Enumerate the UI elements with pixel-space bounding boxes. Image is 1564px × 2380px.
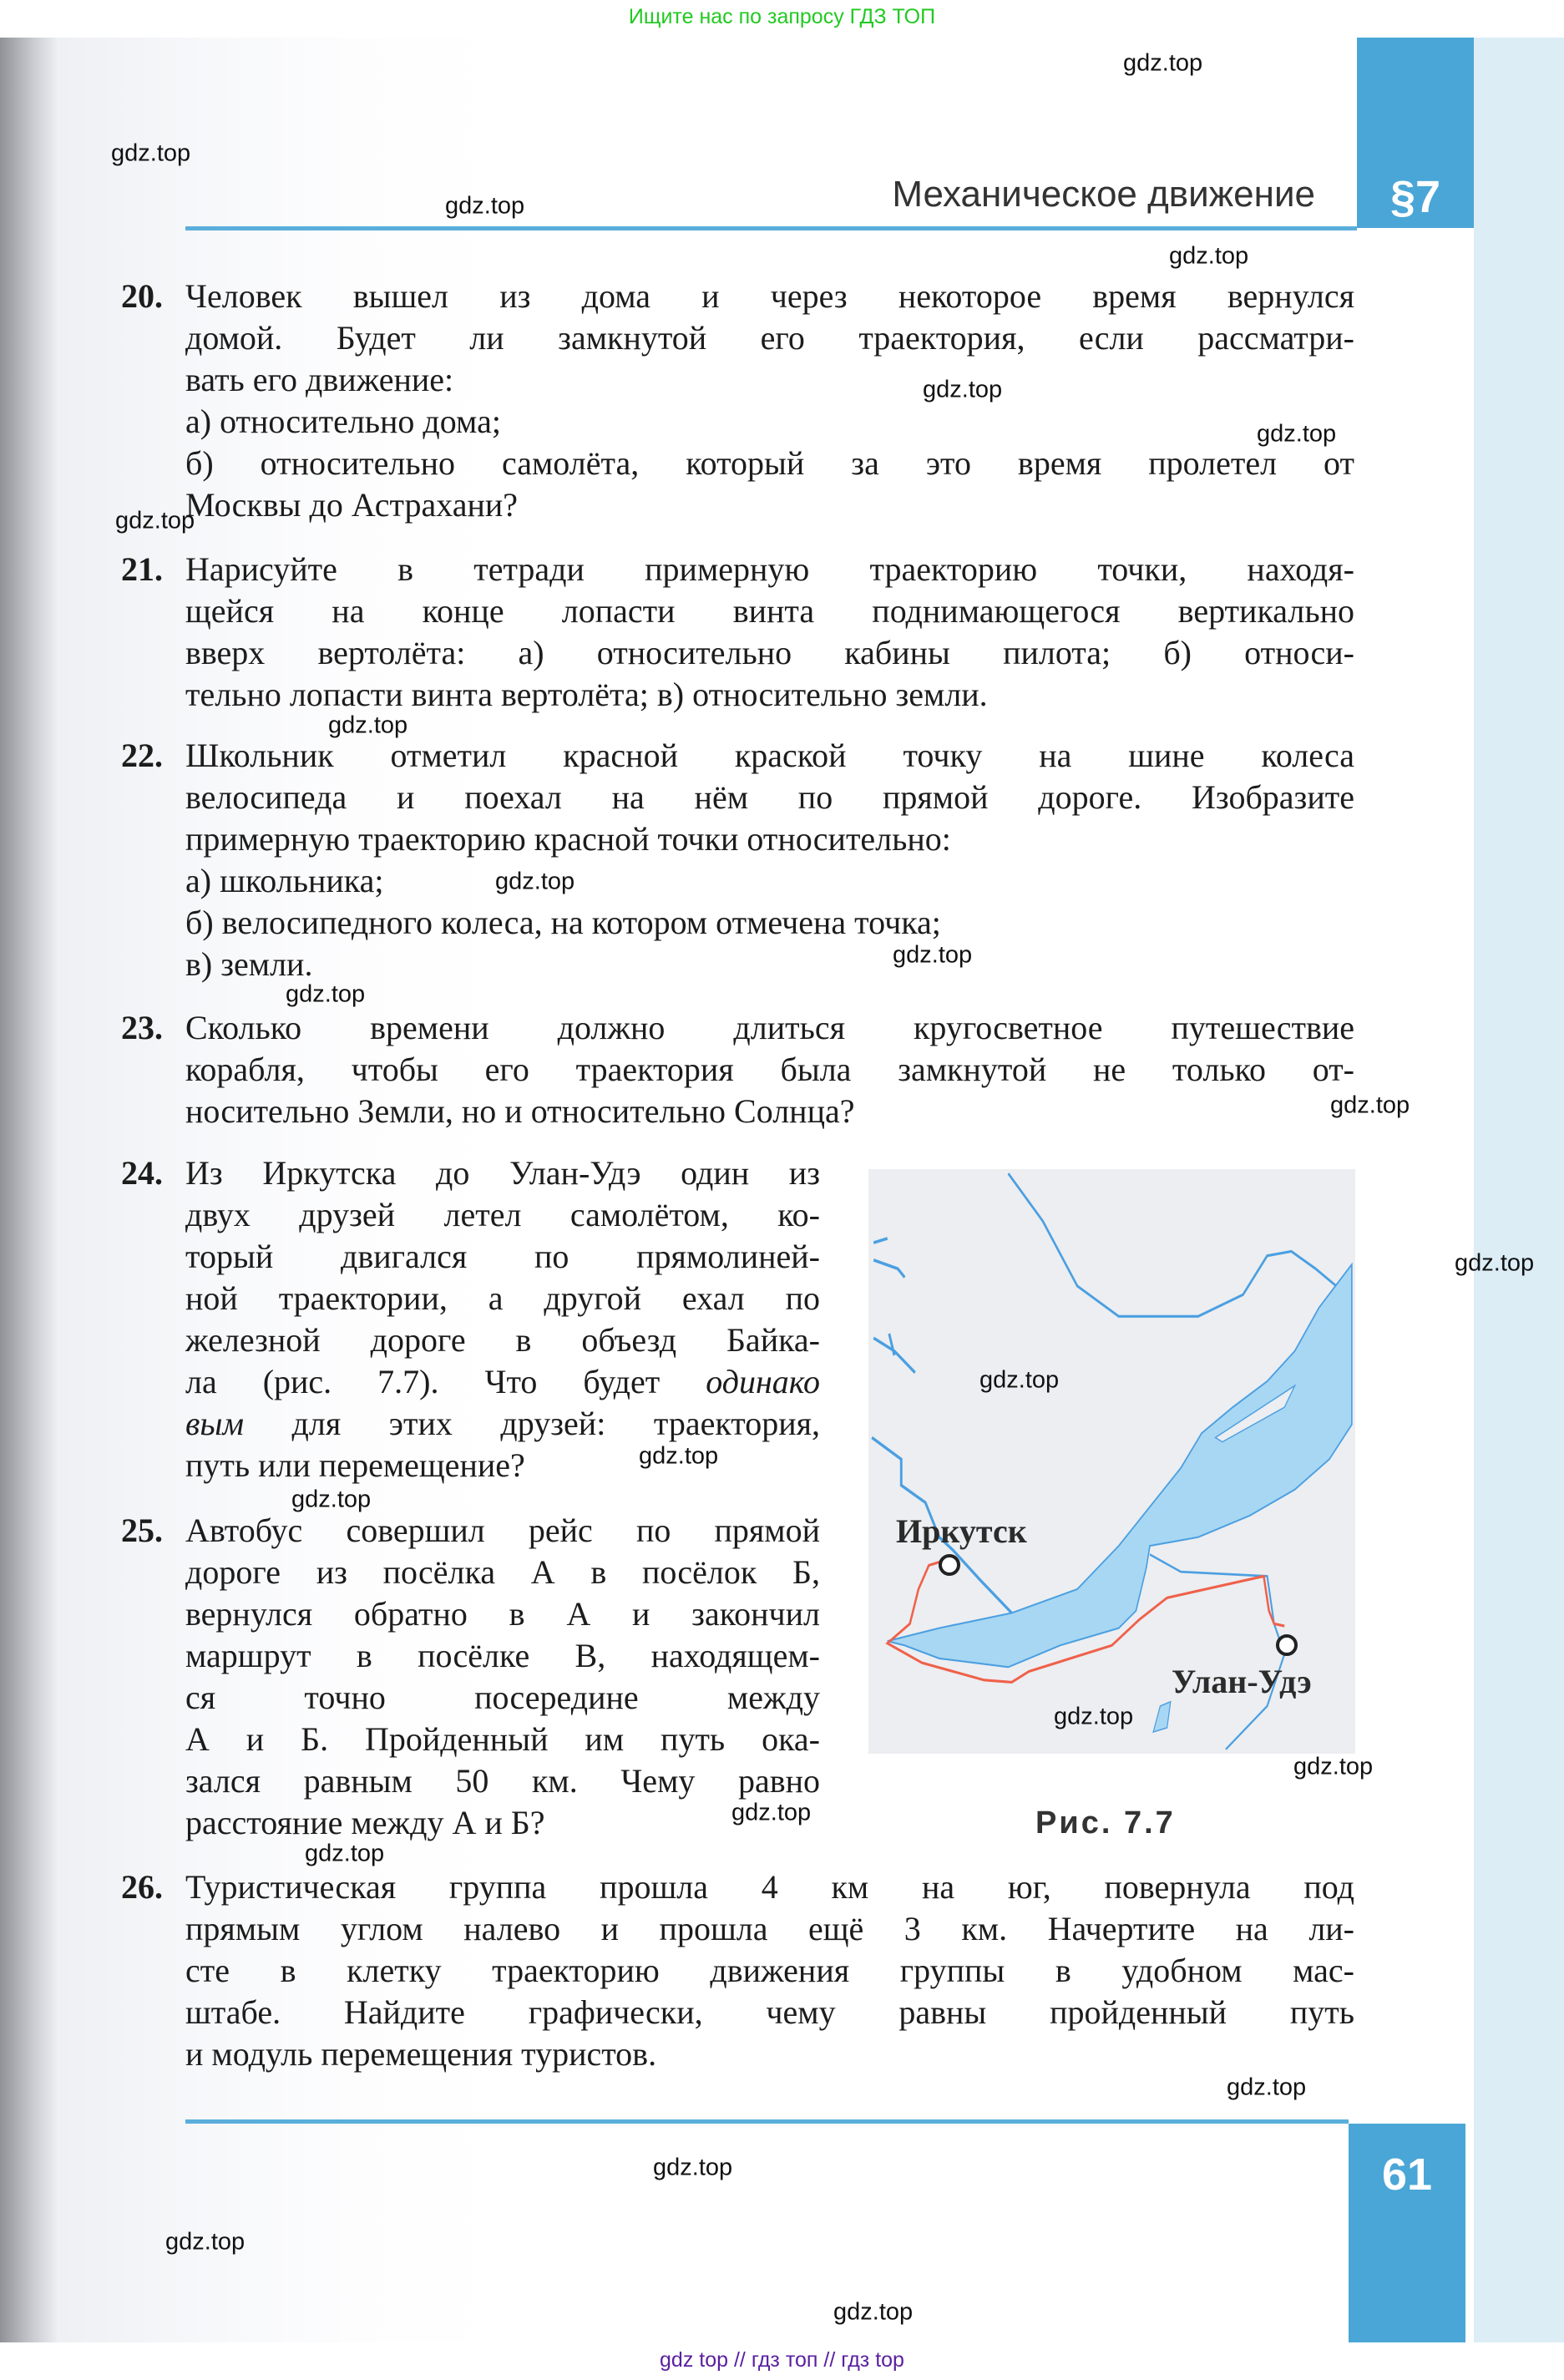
problem-number: 26. — [121, 1868, 163, 1906]
watermark: gdz.top — [291, 1486, 372, 1513]
watermark: gdz.top — [495, 868, 575, 895]
problem-text-line — [185, 317, 1354, 359]
problem-text-line — [185, 359, 1354, 401]
header-divider — [185, 226, 1357, 230]
problem-text-line — [185, 1799, 820, 1844]
problem-22 — [121, 735, 1354, 985]
text-segment: а) относительно дома; — [185, 403, 501, 440]
problem-text-line — [185, 1593, 820, 1635]
text-segment: а) школьника; — [185, 862, 384, 899]
problem-text-line — [185, 1992, 1354, 2033]
small-lake — [1153, 1702, 1171, 1732]
text-segment: тельно лопасти винта вертолёта; в) относительно земли. — [185, 676, 988, 713]
problem-text-line — [185, 1950, 1354, 1992]
page-number-tab — [1349, 2124, 1465, 2342]
text-segment: для этих друзей: траектория, — [243, 1405, 820, 1442]
watermark: gdz.top — [305, 1840, 385, 1867]
problem-text-line — [185, 1007, 1354, 1049]
watermark: gdz.top — [1227, 2074, 1307, 2101]
text-segment: ла (рис. 7.7). Что будет — [185, 1363, 706, 1400]
text-segment: и модуль перемещения туристов. — [185, 2035, 657, 2073]
text-segment: корабля, чтобы его траектория была замкнутой не только от- — [185, 1051, 1354, 1088]
ulan-ude-marker — [1276, 1634, 1298, 1656]
figure-caption: Рис. 7.7 — [1035, 1805, 1176, 1841]
problem-number: 21. — [121, 550, 163, 588]
problem-text-line — [185, 1510, 820, 1552]
problem-text-line — [185, 1635, 820, 1677]
text-segment: Автобус совершил рейс по прямой — [185, 1512, 820, 1549]
problem-text-line — [185, 777, 1354, 818]
text-segment: вернулся обратно в А и закончил — [185, 1595, 820, 1633]
text-segment: двух друзей летел самолётом, ко- — [185, 1196, 820, 1233]
text-segment: домой. Будет ли замкнутой его траектория, если рассматри- — [185, 319, 1354, 357]
problem-text-line — [185, 632, 1354, 674]
watermark: gdz.top — [893, 941, 973, 969]
text-segment: ной траектории, а другой ехал по — [185, 1279, 820, 1317]
text-segment: б) велосипедного колеса, на котором отмечена точка; — [185, 904, 941, 941]
text-segment: Нарисуйте в тетради примерную траекторию точки, находя- — [185, 550, 1354, 588]
watermark: gdz.top — [731, 1799, 812, 1826]
emphasized-text: одинако — [706, 1363, 820, 1400]
problem-text-line — [185, 1236, 820, 1278]
problem-number: 25. — [121, 1512, 163, 1549]
problem-text-line — [185, 735, 1354, 777]
problem-26 — [121, 1866, 1354, 2075]
text-segment: торый двигался по прямолиней- — [185, 1238, 820, 1275]
text-segment: Сколько времени должно длиться кругосветное путешествие — [185, 1009, 1354, 1046]
problem-text-line — [185, 1677, 820, 1719]
problem-text-line — [185, 1442, 820, 1486]
text-segment: Москвы до Астрахани? — [185, 486, 519, 524]
northern-river — [1008, 1173, 1336, 1316]
problem-text-line — [185, 484, 1354, 526]
watermark: gdz.top — [115, 507, 195, 534]
problem-text-line — [185, 1403, 820, 1445]
city-label-ulan-ude: Улан-Удэ — [1172, 1663, 1312, 1700]
problem-text-line — [185, 1049, 1354, 1091]
bottom-banner — [0, 2342, 1564, 2380]
text-segment: б) относительно самолёта, который за это время пролетел от — [185, 444, 1354, 482]
text-segment: маршрут в посёлке В, находящем- — [185, 1637, 820, 1674]
irkutsk-marker — [939, 1554, 960, 1576]
watermark: gdz.top — [923, 376, 1003, 403]
page-edge-strip — [1474, 38, 1564, 2342]
lake-baikal — [888, 1264, 1352, 1667]
watermark: gdz.top — [979, 1366, 1060, 1394]
text-segment: А и Б. Пройденный им путь ока- — [185, 1720, 820, 1758]
text-segment: Туристическая группа прошла 4 км на юг, повернула под — [185, 1868, 1354, 1906]
text-segment: щейся на конце лопасти винта поднимающегося вертикально — [185, 592, 1354, 630]
problem-text-line — [185, 1278, 820, 1319]
watermark: gdz.top — [639, 1442, 719, 1470]
text-segment: прямым углом налево и прошла ещё 3 км. Начертите на ли- — [185, 1910, 1354, 1947]
problem-23 — [121, 1007, 1354, 1132]
text-segment: вать его движение: — [185, 361, 454, 398]
problem-text-line — [185, 1091, 1354, 1132]
top-banner — [0, 0, 1564, 38]
watermark: gdz.top — [1169, 242, 1249, 270]
watermark: gdz.top — [1054, 1703, 1134, 1730]
section-label: §7 — [1389, 172, 1441, 222]
text-segment: велосипеда и поехал на нём по прямой дороге. Изобразите — [185, 778, 1354, 816]
text-segment: примерную траекторию красной точки относительно: — [185, 820, 951, 858]
problem-text-line — [185, 401, 1354, 443]
watermark: gdz.top — [1293, 1753, 1374, 1780]
problem-24 — [121, 1152, 820, 1486]
problem-text-line — [185, 860, 1354, 902]
problem-text-line — [185, 549, 1354, 590]
watermark: gdz.top — [286, 980, 366, 1008]
text-segment: вверх вертолёта: а) относительно кабины пилота; б) относи- — [185, 634, 1354, 671]
text-segment: железной дороге в объезд Байка- — [185, 1321, 820, 1359]
watermark: gdz.top — [328, 711, 408, 739]
problem-text-line — [185, 1719, 820, 1760]
problem-text-line — [185, 2033, 1354, 2075]
problem-text-line — [185, 674, 1354, 716]
problem-text-line — [185, 1319, 820, 1361]
problem-number: 24. — [121, 1154, 163, 1192]
problem-number: 23. — [121, 1009, 163, 1046]
tributary-top-left — [873, 1238, 915, 1373]
text-segment: расстояние между А и Б? — [185, 1804, 545, 1841]
problem-text-line — [185, 941, 1354, 985]
chapter-title: Механическое движение — [892, 174, 1315, 215]
watermark: gdz.top — [833, 2298, 914, 2326]
watermark: gdz.top — [1257, 420, 1337, 448]
footer-divider — [185, 2119, 1349, 2124]
text-segment: сте в клетку траекторию движения группы в удобном мас- — [185, 1952, 1354, 1989]
text-segment: носительно Земли, но и относительно Солнца? — [185, 1092, 855, 1130]
problem-text-line — [185, 1760, 820, 1802]
watermark: gdz.top — [653, 2154, 733, 2181]
problem-text-line — [185, 1908, 1354, 1950]
problem-number: 20. — [121, 277, 163, 315]
text-segment: штабе. Найдите графически, чему равны пройденный путь — [185, 1993, 1354, 2031]
problem-text-line — [185, 1361, 820, 1403]
problem-text-line — [185, 902, 1354, 944]
section-tab — [1357, 38, 1474, 228]
bottom-banner-text: gdz top // гдз топ // гдз top — [660, 2348, 904, 2372]
watermark: gdz.top — [165, 2228, 245, 2256]
problem-number: 22. — [121, 737, 163, 774]
text-segment: дороге из посёлка А в посёлок Б, — [185, 1553, 820, 1591]
watermark: gdz.top — [1330, 1091, 1410, 1119]
problem-text-line — [185, 1194, 820, 1236]
problem-text-line — [185, 1866, 1354, 1908]
emphasized-text: вым — [185, 1405, 244, 1442]
text-segment: ся точно посередине между — [185, 1679, 820, 1716]
problem-text-line — [185, 1152, 820, 1194]
text-segment: Школьник отметил красной краской точку на шине колеса — [185, 737, 1354, 774]
problem-text-line — [185, 590, 1354, 632]
page-number: 61 — [1381, 2150, 1433, 2200]
city-label-irkutsk: Иркутск — [896, 1512, 1027, 1550]
watermark: gdz.top — [445, 192, 525, 220]
problem-25 — [121, 1510, 820, 1844]
text-segment: Человек вышел из дома и через некоторое время вернулся — [185, 277, 1354, 315]
top-banner-text: Ищите нас по запросу ГДЗ ТОП — [628, 5, 936, 28]
text-segment: в) земли. — [185, 945, 313, 983]
text-segment: путь или перемещение? — [185, 1446, 525, 1484]
watermark: gdz.top — [111, 139, 191, 167]
problem-text-line — [185, 276, 1354, 317]
problem-text-line — [185, 1552, 820, 1593]
watermark: gdz.top — [1455, 1249, 1535, 1277]
problem-text-line — [185, 443, 1354, 484]
text-segment: зался равным 50 км. Чему равно — [185, 1762, 820, 1800]
text-segment: Из Иркутска до Улан-Удэ один из — [185, 1154, 820, 1192]
problem-20 — [121, 276, 1354, 526]
problem-text-line — [185, 818, 1354, 860]
watermark: gdz.top — [1123, 49, 1203, 77]
problem-21 — [121, 549, 1354, 716]
